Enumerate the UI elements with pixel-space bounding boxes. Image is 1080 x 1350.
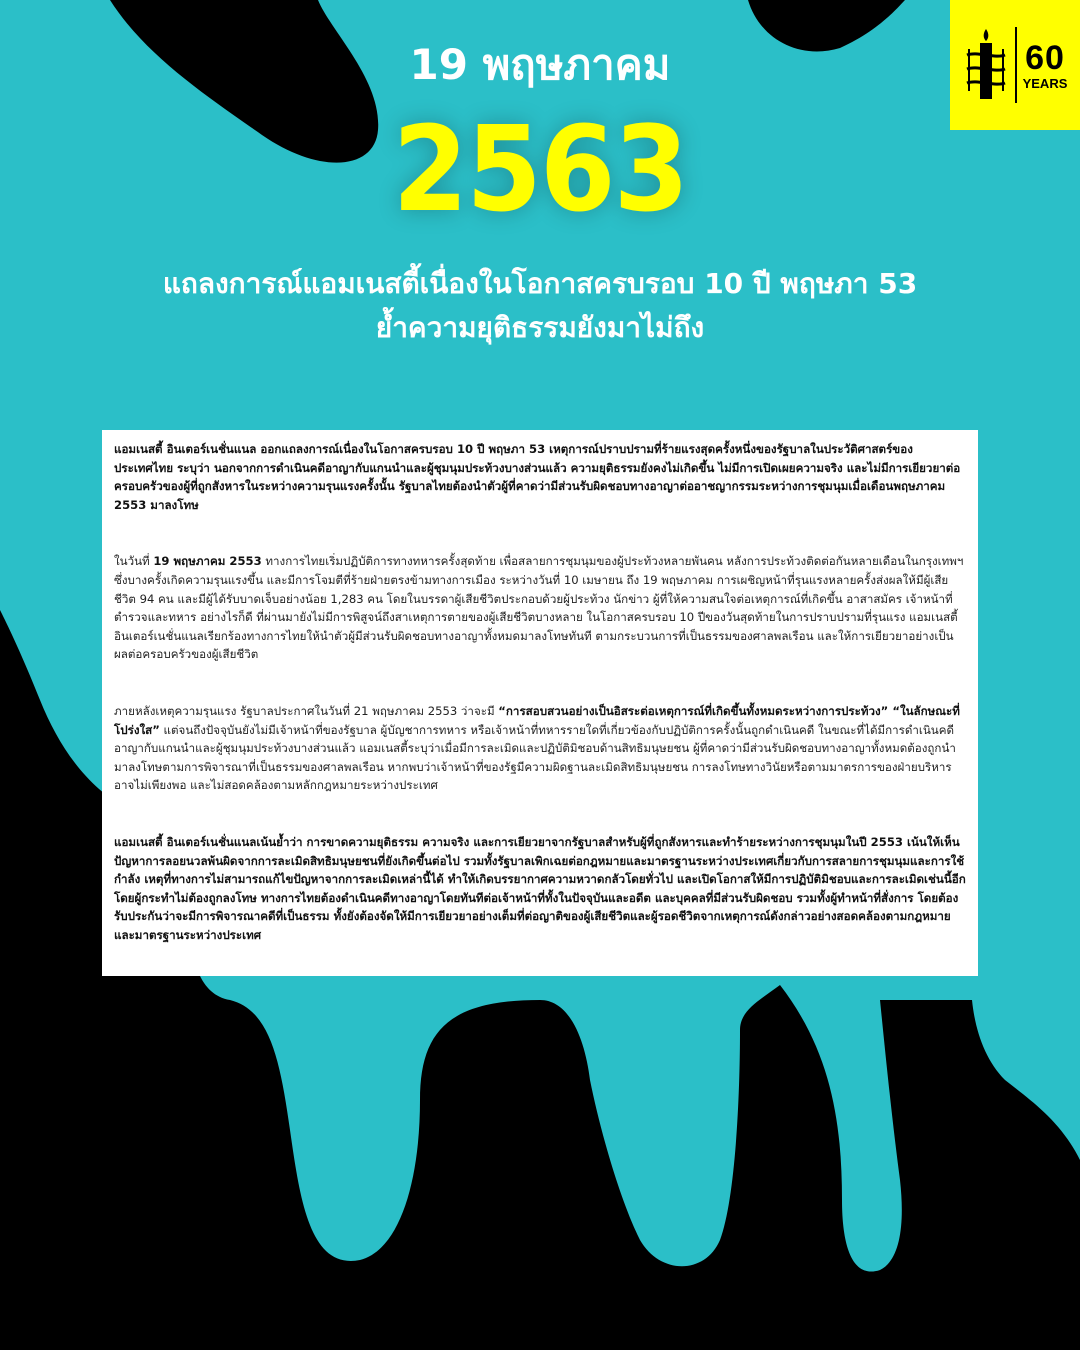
subtitle: [60, 262, 1020, 350]
paragraph-3-quote: “การสอบสวนอย่างเป็นอิสระต่อเหตุการณ์ที่เกิดขึ้นทั้งหมดระหว่างการประท้วง” “ในลักษณะที่โปร่งใส”: [114, 703, 960, 737]
paragraph-3-prefix: ภายหลังเหตุความรุนแรง รัฐบาลประกาศในวันที่ 21 พฤษภาคม 2553 ว่าจะมี: [114, 703, 499, 718]
paragraph-2-text: ทางการไทยเริ่มปฏิบัติการทางทหารครั้งสุดท้าย เพื่อสลายการชุมนุมของผู้ประท้วงหลายพันคน หลังการประท้วงติดต่อกันหลายเดือนในกรุงเทพฯ ซึ่งบางครั้งเกิดความรุนแรงขึ้น และมีการโจมตีที่ร้ายฝ่ายตรงข้ามทางการเมือง ระหว่างวันที่ 10 เมษายน ถึง 19 พฤษภาคม การเผชิญหน้าที่รุนแรงหลายครั้งส่งผลให้มีผู้เสียชีวิต 94 คน และมีผู้ได้รับบาดเจ็บอย่างน้อย 1,283 คน โดยในบรรดาผู้เสียชีวิตประกอบด้วยผู้ประท้วง นักข่าว ผู้ที่ให้ความสนใจต่อเหตุการณ์ที่เกิดขึ้น อาสาสมัคร เจ้าหน้าที่ตำรวจและทหาร อย่างไรก็ดี ที่ผ่านมายังไม่มีการพิสูจน์ถึงสาเหตุการตายของผู้เสียชีวิตบางหลาย ในโอกาสครบรอบ 10 ปีของวันสุดท้ายในการปราบปรามที่รุนแรง แอมเนสตี้ อินเตอร์เนชั่นแนลเรียกร้องทางการไทยให้นำตัวผู้มีส่วนรับผิดชอบทางอาญาทั้งหมดมาลงโทษทันที ตามกระบวนการที่เป็นธรรมของศาลพลเรือน และให้การเยียวยาอย่างเป็นผลต่อครอบครัวของผู้เสียชีวิต: [114, 554, 964, 662]
date-heading: 19 พฤษภาคม: [409, 40, 671, 89]
paragraph-4: แอมเนสตี้ อินเตอร์เนชั่นแนลเน้นย้ำว่า การขาดความยุติธรรม ความจริง และการเยียวยาจากรัฐบาลสำหรับผู้ที่ถูกสังหารและทำร้ายระหว่างการชุมนุมในปี 2553 เน้นให้เห็นปัญหาการลอยนวลพ้นผิดจากการละเมิดสิทธิมนุษยชนที่ยังเกิดขึ้นต่อไป รวมทั้งรัฐบาลเพิกเฉยต่อกฎหมายและมาตรฐานระหว่างประเทศเกี่ยวกับการสลายการชุมนุมและการใช้กำลัง เหตุที่ทางการไม่สามารถแก้ไขปัญหาจากการละเมิดเหล่านี้ได้ ทำให้เกิดบรรยากาศความหวาดกลัวโดยทั่วไป และเปิดโอกาสให้มีการปฏิบัติมิชอบและการละเมิดเช่นนี้อีก โดยผู้กระทำไม่ต้องถูกลงโทษ ทางการไทยต้องดำเนินคดีทางอาญาโดยทันทีต่อเจ้าหน้าที่ทั้งในปัจจุบันและอดีต และบุคคลที่มีส่วนรับผิดชอบ รวมทั้งผู้ทำหน้าที่สั่งการ โดยต้องรับประกันว่าจะมีการพิจารณาคดีที่เป็นธรรม ทั้งยังต้องจัดให้มีการเยียวยาอย่างเต็มที่ต่อญาติของผู้เสียชีวิตและผู้รอดชีวิตจากเหตุการณ์ดังกล่าวอย่างสอดคล้องตามกฎหมายและมาตรฐานระหว่างประเทศ: [114, 834, 966, 942]
paragraph-2-date: 19 พฤษภาคม 2553: [153, 554, 262, 569]
paragraph-2-prefix: ในวันที่: [114, 554, 154, 569]
paragraph-3: [114, 702, 966, 795]
paragraph-2: [114, 552, 966, 664]
paragraph-3-text: แต่จนถึงปัจจุบันยังไม่มีเจ้าหน้าที่ของรัฐบาล ผู้บัญชาการทหาร หรือเจ้าหน้าที่ทหารรายใดที่เกี่ยวข้องกับปฏิบัติการครั้งนั้นถูกดำเนินคดี ในขณะที่ได้มีการดำเนินคดีอาญากับแกนนำและผู้ชุมนุมประท้วงบางส่วนแล้ว แอมเนสตี้ระบุว่าเมื่อมีการละเมิดและปฏิบัติมิชอบด้านสิทธิมนุษยชน ผู้ที่คาดว่ามีส่วนรับผิดชอบทางอาญาทั้งหมดต้องถูกนำมาลงโทษตามการพิจารณาที่เป็นธรรมของศาลพลเรือน หากพบว่าเจ้าหน้าที่ของรัฐมีความผิดฐานละเมิดสิทธิมนุษยชน การลงโทษทางวินัยหรือตามมาตรการของฝ่ายบริหารอาจไม่เพียงพอ และไม่สอดคล้องตามหลักกฎหมายระหว่างประเทศ: [114, 722, 956, 793]
statement-card: [102, 430, 978, 976]
paragraph-1: แอมเนสตี้ อินเตอร์เนชั่นแนล ออกแถลงการณ์เนื่องในโอกาสครบรอบ 10 ปี พฤษภา 53 เหตุการณ์ปราบปรามที่ร้ายแรงสุดครั้งหนึ่งของรัฐบาลในประวัติศาสตร์ของประเทศไทย ระบุว่า นอกจากการดำเนินคดีอาญากับแกนนำและผู้ชุมนุมประท้วงบางส่วนแล้ว ความยุติธรรมยังคงไม่เกิดขึ้น ไม่มีการเปิดเผยความจริง และไม่มีการเยียวยาต่อครอบครัวของผู้ที่ถูกสังหารในระหว่างความรุนแรงครั้งนั้น รัฐบาลไทยต้องนำตัวผู้ที่คาดว่ามีส่วนรับผิดชอบทางอาญาต่ออาชญากรรมระหว่างการชุมนุมเมื่อเดือนพฤษภาคม 2553 มาลงโทษ: [114, 442, 961, 512]
years-number: 60: [1025, 38, 1065, 77]
years-text: YEARS: [1022, 75, 1068, 91]
year-heading: 2563: [392, 100, 688, 238]
subtitle-line-1: แถลงการณ์แอมเนสตี้เนื่องในโอกาสครบรอบ 10 ปี พฤษภา 53: [162, 267, 918, 300]
subtitle-line-2: ย้ำความยุติธรรมยังมาไม่ถึง: [375, 311, 705, 344]
